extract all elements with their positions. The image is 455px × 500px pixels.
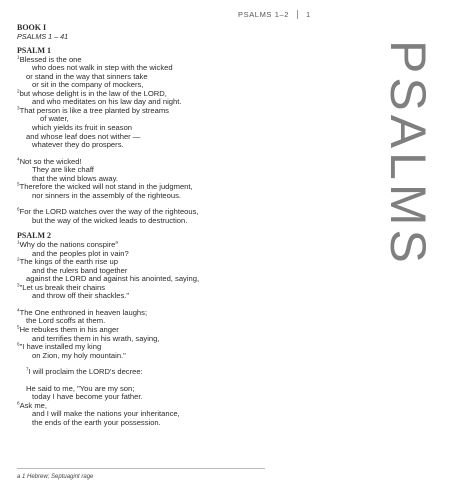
verse-text: "I have installed my king [19,342,102,352]
verse-text: Blessed is the one [19,54,82,64]
psalm-1-heading: PSALM 1 [17,46,51,56]
footnote: a 1 Hebrew; Septuagint rage [17,474,94,480]
verse-text: but the way of the wicked leads to destruction. [32,215,188,225]
verse-text: against the LORD and against his anointed, saying, [26,274,200,284]
running-head [238,10,311,19]
verse-number: 2 [17,88,20,94]
verse-text: on Zion, my holy mountain." [32,350,126,360]
verse-text: and who meditates on his law day and night. [32,97,182,107]
verse-line [17,368,282,377]
verse-number: 6 [17,206,20,212]
verse-line [17,292,282,301]
verse-text: whatever they do prospers. [32,140,124,150]
verse-number: 8 [17,400,20,406]
verse-text: Why do the nations conspire [19,240,116,250]
book-title: BOOK I [17,23,47,32]
side-title: PSALMS [380,40,436,267]
verse-text: and terrifies them in his wrath, saying, [32,333,160,343]
book-subtitle: PSALMS 1 – 41 [17,31,69,41]
verse-number: 4 [17,156,20,162]
verse-number: 7 [26,366,29,372]
psalm-1-body [17,56,282,226]
page-number: 1 [306,10,311,19]
verse-number: 5 [17,324,20,330]
verse-text: that the wind blows away. [32,173,118,183]
verse-text: but whose delight is in the law of the LORD, [19,88,167,98]
verse-text: That person is like a tree planted by streams [19,105,169,115]
text-column [17,20,282,427]
verse-text: He rebukes them in his anger [19,324,119,334]
verse-text: Therefore the wicked will not stand in the judgment, [19,182,193,192]
verse-text: the ends of the earth your possession. [32,417,161,427]
verse-text: The kings of the earth rise up [19,257,118,267]
running-head-divider [297,10,298,19]
verse-text: or stand in the way that sinners take [26,71,148,81]
verse-line [17,352,282,361]
verse-number: 1 [17,239,20,245]
verse-number: 4 [17,307,20,313]
verse-text: or sit in the company of mockers, [32,80,144,90]
verse-line [17,393,282,402]
verse-text: the Lord scoffs at them. [26,316,106,326]
psalm-2-heading: PSALM 2 [17,231,51,241]
verse-text: and I will make the nations your inheritance, [32,409,180,419]
verse-text: I will proclaim the LORD's decree: [28,367,143,377]
verse-number: 3 [17,282,20,288]
verse-text: of water, [40,114,69,124]
verse-text: For the LORD watches over the way of the righteous, [19,207,199,217]
verse-number: 3 [17,105,20,111]
verse-line [17,419,282,428]
verse-text: nor sinners in the assembly of the righteous. [32,190,182,200]
verse-text: Ask me, [19,400,47,410]
footnote-marker[interactable]: a [115,239,118,245]
verse-text: who does not walk in step with the wicked [32,63,173,73]
verse-line [17,217,282,226]
verse-text: today I have become your father. [32,392,143,402]
verse-line [17,141,282,150]
verse-text: and throw off their shackles." [32,291,130,301]
verse-text: He said to me, "You are my son; [26,383,135,393]
verse-text: The One enthroned in heaven laughs; [19,307,148,317]
verse-text: They are like chaff [32,165,94,175]
psalm-2-body [17,241,282,427]
verse-text: Not so the wicked! [19,156,82,166]
verse-text: which yields its fruit in season [32,123,133,133]
running-head-reference: PSALMS 1–2 [238,10,290,19]
verse-text: and the rulers band together [32,265,128,275]
verse-number: 2 [17,256,20,262]
verse-text: and the peoples plot in vain? [32,248,129,258]
verse-number: 1 [17,54,20,60]
verse-number: 6 [17,341,20,347]
footnote-rule [17,468,265,469]
verse-text: "Let us break their chains [19,282,105,292]
verse-number: 5 [17,181,20,187]
verse-text: and whose leaf does not wither — [26,131,141,141]
verse-line [17,192,282,201]
